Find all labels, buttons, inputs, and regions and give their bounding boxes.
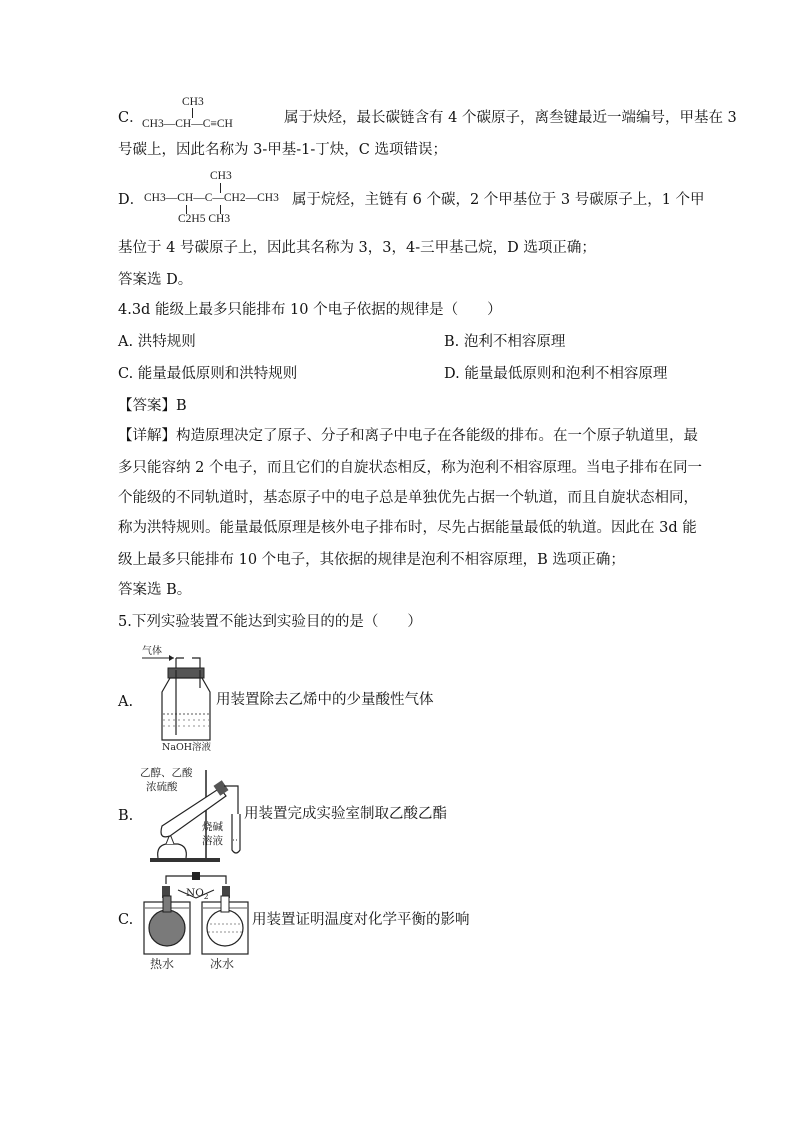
fig-reagent1: 乙醇、乙酸 [140,767,193,779]
q4-stem: 4.3d 能级上最多只能排布 10 个电子依据的规律是（ ） [118,302,502,318]
q4-explain-line1 [118,426,698,446]
item-d-text: 属于烷烃，主链有 6 个碳，2 个甲基位于 3 号碳原子上，1 个甲 [292,192,705,208]
ester-apparatus-figure [140,764,246,864]
q4-option-c: C. 能量最低原则和洪特规则 [118,366,298,382]
fig-gas-no: NO [186,887,204,899]
formula-ch3: CH3 [210,170,232,182]
q5-option-b-label: B. [118,808,134,824]
explain-label: 【详解】 [118,428,176,444]
q5-option-b-text: 用装置完成实验室制取乙酸乙酯 [244,806,447,822]
q5-option-c-text: 用装置证明温度对化学平衡的影响 [252,912,470,928]
q4-answer: 【答案】B [118,398,187,414]
formula-main: CH3—CH—C≡CH [142,118,233,130]
q4-explain-line4: 称为洪特规则。能量最低原理是核外电子排布时，尽先占据能量最低的轨道。因此在 3d 能 [118,520,697,536]
fig-hot-label: 热水 [150,957,175,970]
item-d-prefix: D． [118,192,145,208]
q4-explain-line3: 个能级的不同轨道时，基态原子中的电子总是单独优先占据一个轨道，而且自旋状态相同， [118,490,698,506]
fig-cold-label: 冰水 [210,957,235,970]
gas-washing-bottle-figure [140,640,220,752]
formula-main: CH3—CH—C—CH2—CH3 [144,192,279,204]
formula-ch3: CH3 [182,96,204,108]
q4-option-a: A. 洪特规则 [118,334,196,350]
q4-option-b: B. 泡利不相容原理 [444,334,566,350]
formula-bond [192,108,193,118]
fig-base1: 烧碱 [202,821,223,833]
fig-base2: 溶液 [202,835,223,847]
q4-explain-line2: 多只能容纳 2 个电子，而且它们的自旋状态相反，称为泡利不相容原理。当电子排布在同一 [118,460,702,476]
no2-equilibrium-figure [140,866,252,970]
fig-solution-label: NaOH溶液 [162,742,212,752]
fig-reagent2: 浓硫酸 [146,781,178,793]
item-c-formula [142,96,262,136]
q5-stem: 5.下列实验装置不能达到实验目的的是（ ） [118,614,422,630]
q5-option-a-label: A. [118,694,134,710]
item-c-line2: 号碳上，因此名称为 3-甲基-1-丁炔，C 选项错误； [118,142,447,158]
q4-option-d: D. 能量最低原则和泡利不相容原理 [444,366,668,382]
q4-final-answer: 答案选 B。 [118,582,192,598]
fig-gas-sub: 2 [203,892,209,901]
item-c-prefix: C． [118,110,144,126]
item-d-formula [144,170,294,230]
q5-option-c-label: C. [118,912,134,928]
item-d-line2: 基位于 4 号碳原子上，因此其名称为 3，3，4-三甲基己烷，D 选项正确； [118,240,596,256]
q5-option-a-text: 用装置除去乙烯中的少量酸性气体 [216,692,434,708]
answer-d: 答案选 D。 [118,272,193,288]
explain-text: 构造原理决定了原子、分子和离子中电子在各能级的排布。在一个原子轨道里，最 [176,428,698,444]
item-c-text: 属于炔烃，最长碳链含有 4 个碳原子，离叁键最近一端编号，甲基在 3 [284,110,737,126]
fig-gas-label: 气体 [142,646,162,657]
q4-explain-line5: 级上最多只能排布 10 个电子，其依据的规律是泡利不相容原理，B 选项正确； [118,552,625,568]
formula-bottom: C2H5 CH3 [178,213,231,225]
